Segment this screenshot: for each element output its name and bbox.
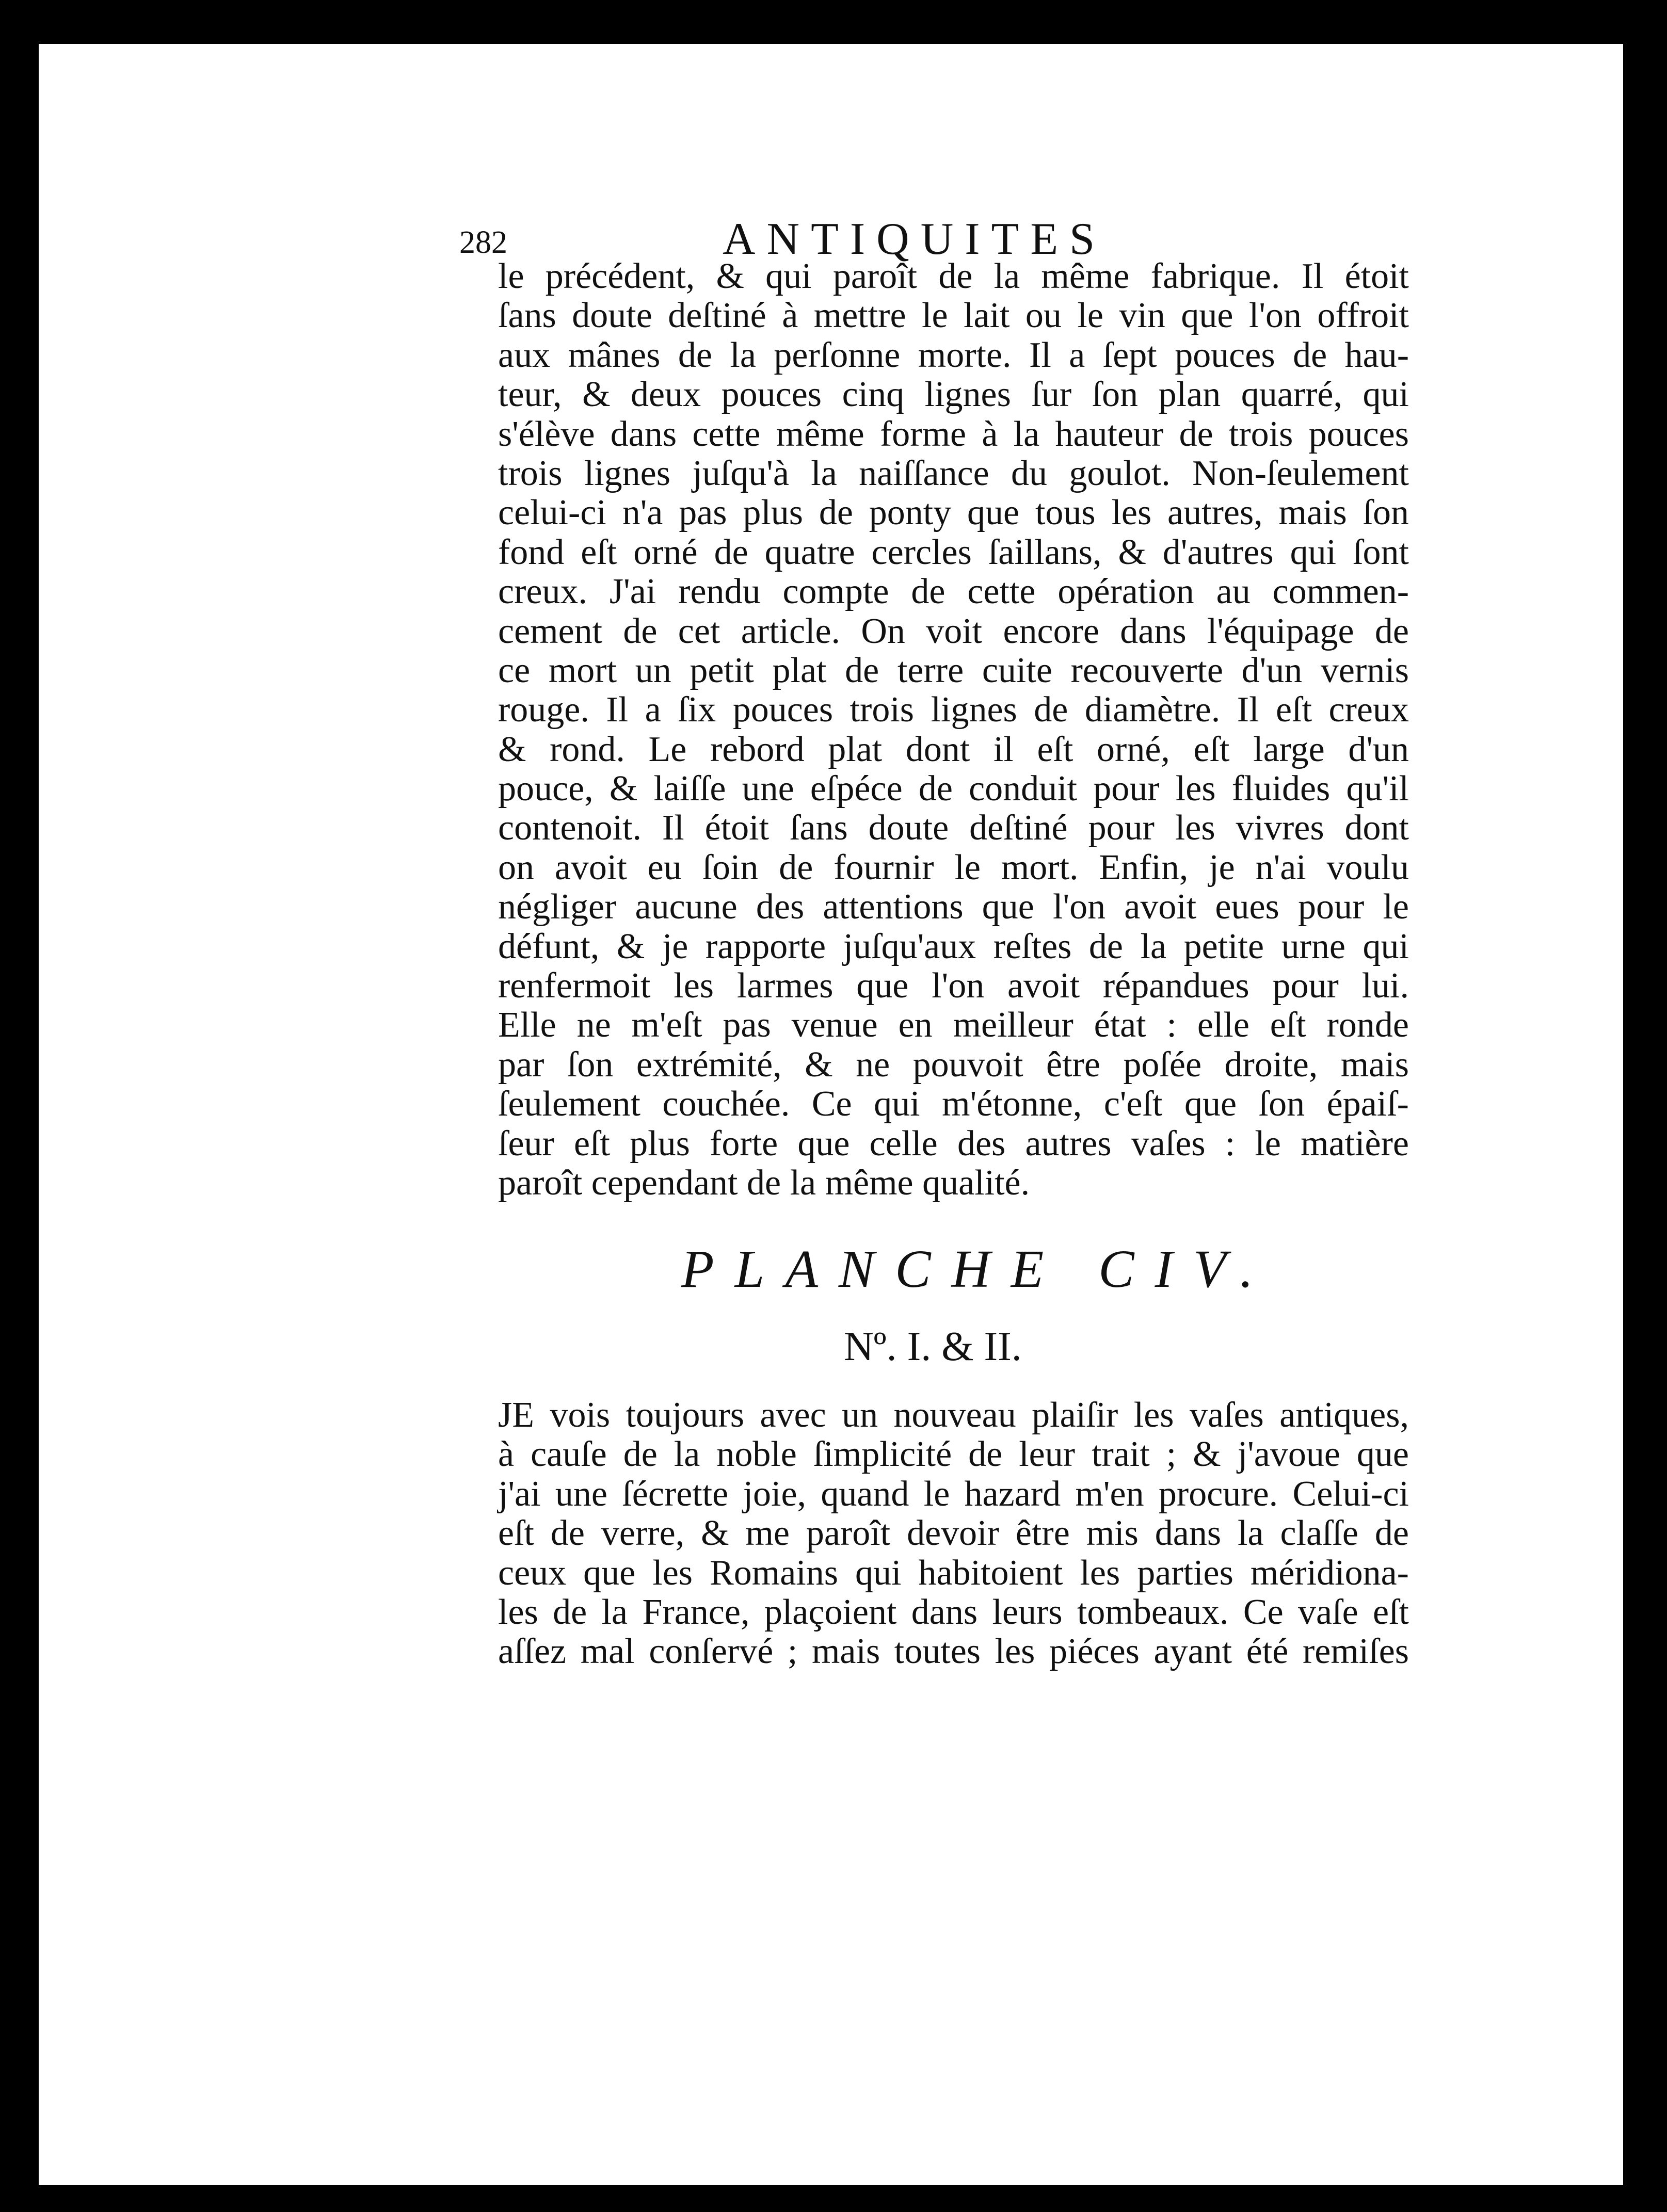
text-line: défunt, & je rapporte juſqu'aux reſtes de la petite urne qui [498, 926, 1409, 966]
text-line: pouce, & laiſſe une eſpéce de conduit pour les fluides qu'il [498, 769, 1409, 809]
text-line: & rond. Le rebord plat dont il eſt orné, eſt large d'un [498, 729, 1409, 769]
text-line: celui-ci n'a pas plus de ponty que tous les autres, mais ſon [498, 493, 1409, 533]
text-line: s'élève dans cette même forme à la hauteur de trois pouces [498, 414, 1409, 454]
text-line: ceux que les Romains qui habitoient les parties méridiona- [498, 1553, 1409, 1593]
text-line: paroît cependant de la même qualité. [498, 1162, 1030, 1203]
text-line: ſeur eſt plus forte que celle des autres vaſes : le matière [498, 1123, 1409, 1164]
text-line: ce mort un petit plat de terre cuite recouverte d'un vernis [498, 650, 1409, 690]
text-line: aſſez mal conſervé ; mais toutes les piéces ayant été remiſes [498, 1632, 1409, 1672]
text-line: trois lignes juſqu'à la naiſſance du goulot. Non-ſeulement [498, 453, 1409, 493]
text-line: j'ai une ſécrette joie, quand le hazard m'en procure. Celui-ci [498, 1474, 1409, 1514]
text-line: renfermoit les larmes que l'on avoit répandues pour lui. [498, 966, 1409, 1006]
paragraph-2 [498, 1396, 1409, 1672]
page-number: 282 [459, 225, 507, 260]
text-line: eſt de verre, & me paroît devoir être mis dans la claſſe de [498, 1513, 1409, 1554]
text-line: rouge. Il a ſix pouces trois lignes de diamètre. Il eſt creux [498, 690, 1409, 730]
text-line: on avoit eu ſoin de fournir le mort. Enfin, je n'ai voulu [498, 847, 1409, 887]
text-line: les de la France, plaçoient dans leurs tombeaux. Ce vaſe eſt [498, 1592, 1409, 1632]
text-line: négliger aucune des attentions que l'on avoit eues pour le [498, 887, 1409, 927]
text-line: fond eſt orné de quatre cercles ſaillans, & d'autres qui ſont [498, 532, 1409, 572]
text-line: JE vois toujours avec un nouveau plaiſir les vaſes antiques, [498, 1395, 1409, 1435]
plate-number: Nº. I. & II. [844, 1324, 1022, 1369]
text-line: creux. J'ai rendu compte de cette opération au commen- [498, 572, 1409, 612]
text-line: Elle ne m'eſt pas venue en meilleur état : elle eſt ronde [498, 1005, 1409, 1045]
text-line: teur, & deux pouces cinq lignes ſur ſon plan quarré, qui [498, 375, 1409, 415]
text-line: ſans doute deſtiné à mettre le lait ou le vin que l'on offroit [498, 296, 1409, 336]
plate-heading: PLANCHE CIV. [681, 1239, 1274, 1299]
text-line: ſeulement couchée. Ce qui m'étonne, c'eſt que ſon épaiſ- [498, 1084, 1409, 1124]
text-line: par ſon extrémité, & ne pouvoit être poſée droite, mais [498, 1044, 1409, 1085]
text-line: cement de cet article. On voit encore dans l'équipage de [498, 611, 1409, 651]
running-title: ANTIQUITES [723, 214, 1107, 264]
text-line: contenoit. Il étoit ſans doute deſtiné pour les vivres dont [498, 808, 1409, 848]
text-line: à cauſe de la noble ſimplicité de leur trait ; & j'avoue que [498, 1434, 1409, 1475]
text-line: le précédent, & qui paroît de la même fabrique. Il étoit [498, 256, 1409, 296]
text-line: aux mânes de la perſonne morte. Il a ſept pouces de hau- [498, 335, 1409, 375]
paragraph-1 [498, 257, 1409, 1203]
